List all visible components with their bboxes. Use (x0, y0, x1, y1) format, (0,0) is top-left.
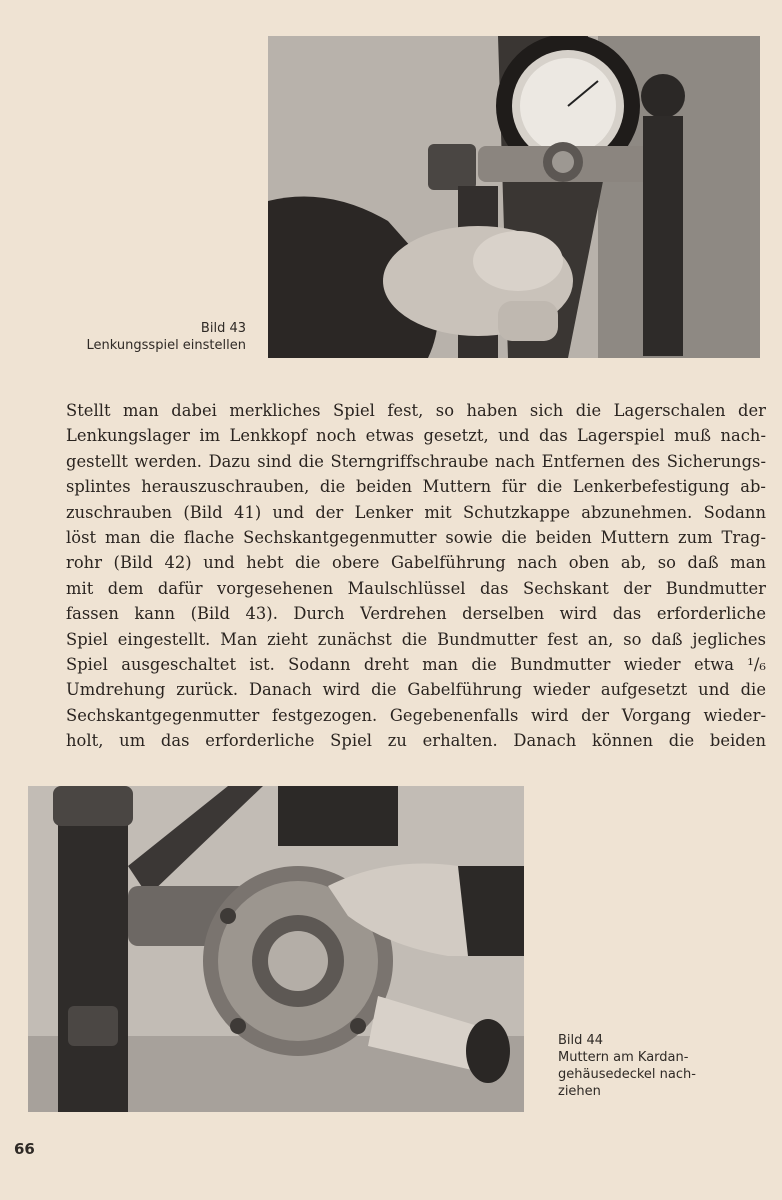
cardan-housing-illustration (28, 786, 524, 1112)
body-line: Spiel eingestellt. Man zieht zunächst die Bundmutter fest an, so daß jegliches (66, 629, 766, 649)
figure-43-photo (268, 36, 760, 358)
figure-caption-line: Lenkungsspiel einstellen (86, 338, 246, 353)
body-line: zuschrauben (Bild 41) und der Lenker mit Schutzkappe abzunehmen. Sodann (66, 502, 766, 522)
body-line: Umdrehung zurück. Danach wird die Gabelführung wieder aufgesetzt und die (66, 680, 766, 700)
body-line: Sechskantgegenmutter festgezogen. Gegebenenfalls wird der Vorgang wieder- (66, 705, 766, 725)
body-line: holt, um das erforderliche Spiel zu erhalten. Danach können die beiden (66, 731, 766, 751)
figure-label: Bild 43 (200, 321, 246, 336)
body-line: splintes herauszuschrauben, die beiden Muttern für die Lenkerbefestigung ab- (66, 477, 766, 497)
body-line: gestellt werden. Dazu sind die Sterngriffschraube nach Entfernen des Sicherungs- (66, 451, 766, 471)
figure-44-photo (28, 786, 524, 1112)
body-line: Stellt man dabei merkliches Spiel fest, so haben sich die Lagerschalen der (66, 401, 766, 420)
figure-43-caption (34, 320, 246, 354)
body-text (66, 398, 766, 754)
figure-label: Bild 44 (558, 1033, 604, 1048)
body-line: rohr (Bild 42) und hebt die obere Gabelführung nach oben ab, so daß man (66, 553, 766, 573)
figure-caption-line: Muttern am Kardan- (558, 1050, 689, 1065)
body-line: löst man die flache Sechskantgegenmutter sowie die beiden Muttern zum Trag- (66, 528, 766, 548)
body-line: mit dem dafür vorgesehenen Maulschlüssel das Sechskant der Bundmutter (66, 578, 766, 598)
steering-head-illustration (268, 36, 760, 358)
figure-caption-line: gehäusedeckel nach- (558, 1067, 696, 1082)
body-line: Lenkungslager im Lenkkopf noch etwas gesetzt, und das Lagerspiel muß nach- (66, 426, 766, 446)
body-line: fassen kann (Bild 43). Durch Verdrehen derselben wird das erforderliche (66, 604, 766, 624)
figure-44-caption (558, 1032, 748, 1100)
figure-caption-line: ziehen (558, 1084, 601, 1099)
page-number: 66 (14, 1140, 35, 1158)
body-line: Spiel ausgeschaltet ist. Sodann dreht man die Bundmutter wieder etwa ¹/₆ (66, 655, 766, 675)
